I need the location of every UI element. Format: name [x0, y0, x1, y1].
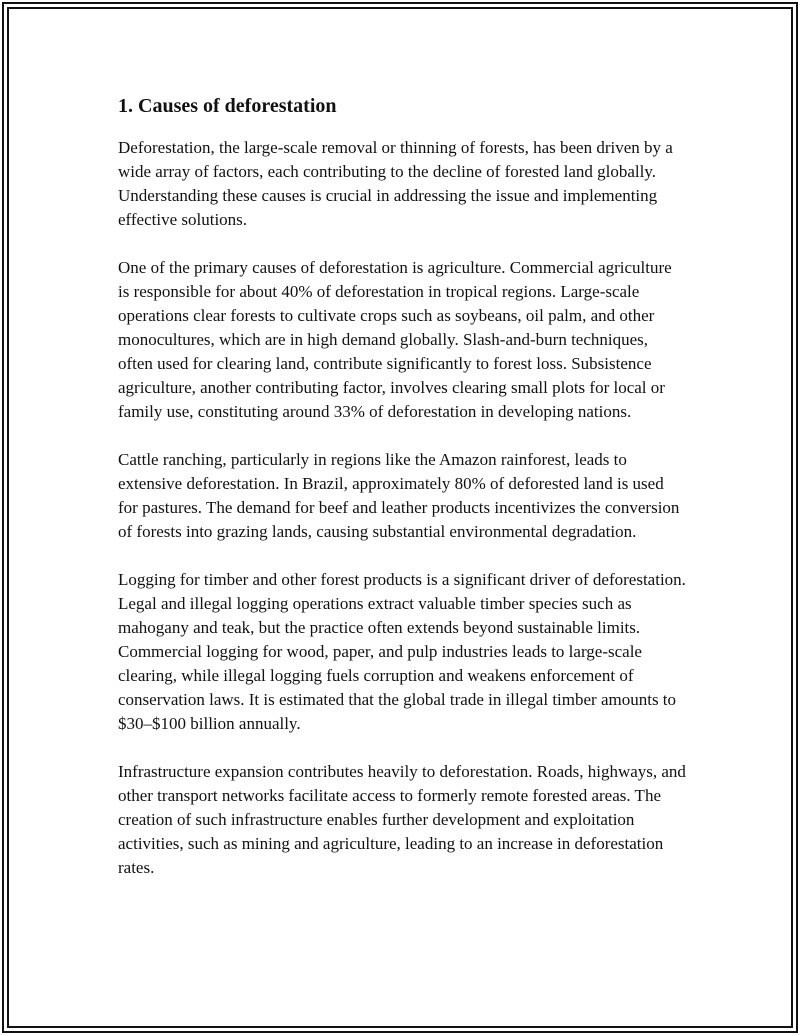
section-title: 1. Causes of deforestation	[118, 95, 337, 117]
paragraph-infrastructure: Infrastructure expansion contributes heavily to deforestation. Roads, highways, and other transport networks facilitate access to formerly remote forested areas. The creation of such infrastructure enables further development and exploitation activities, such as mining and agriculture, leading to an increase in deforestation rates.	[118, 762, 686, 877]
document-body	[118, 92, 686, 904]
paragraph-agriculture: One of the primary causes of deforestation is agriculture. Commercial agriculture is responsible for about 40% of deforestation in tropical regions. Large-scale operations clear forests to cultivate crops such as soybeans, oil palm, and other monocultures, which are in high demand globally. Slash-and-burn techniques, often used for clearing land, contribute significantly to forest loss. Subsistence agriculture, another contributing factor, involves clearing small plots for local or family use, constituting around 33% of deforestation in developing nations.	[118, 258, 672, 421]
paragraph-intro: Deforestation, the large-scale removal or thinning of forests, has been driven by a wide array of factors, each contributing to the decline of forested land globally. Understanding these causes is crucial in addressing the issue and implementing effective solutions.	[118, 138, 673, 229]
paragraph-cattle-ranching: Cattle ranching, particularly in regions like the Amazon rainforest, leads to extensive deforestation. In Brazil, approximately 80% of deforested land is used for pastures. The demand for beef and leather products incentivizes the conversion of forests into grazing lands, causing substantial environmental degradation.	[118, 450, 680, 541]
paragraph-logging: Logging for timber and other forest products is a significant driver of deforestation. Legal and illegal logging operations extract valuable timber species such as mahogany and teak, but the practice often extends beyond sustainable limits. Commercial logging for wood, paper, and pulp industries leads to large-scale clearing, while illegal logging fuels corruption and weakens enforcement of conservation laws. It is estimated that the global trade in illegal timber amounts to $30–$100 billion annually.	[118, 570, 686, 733]
